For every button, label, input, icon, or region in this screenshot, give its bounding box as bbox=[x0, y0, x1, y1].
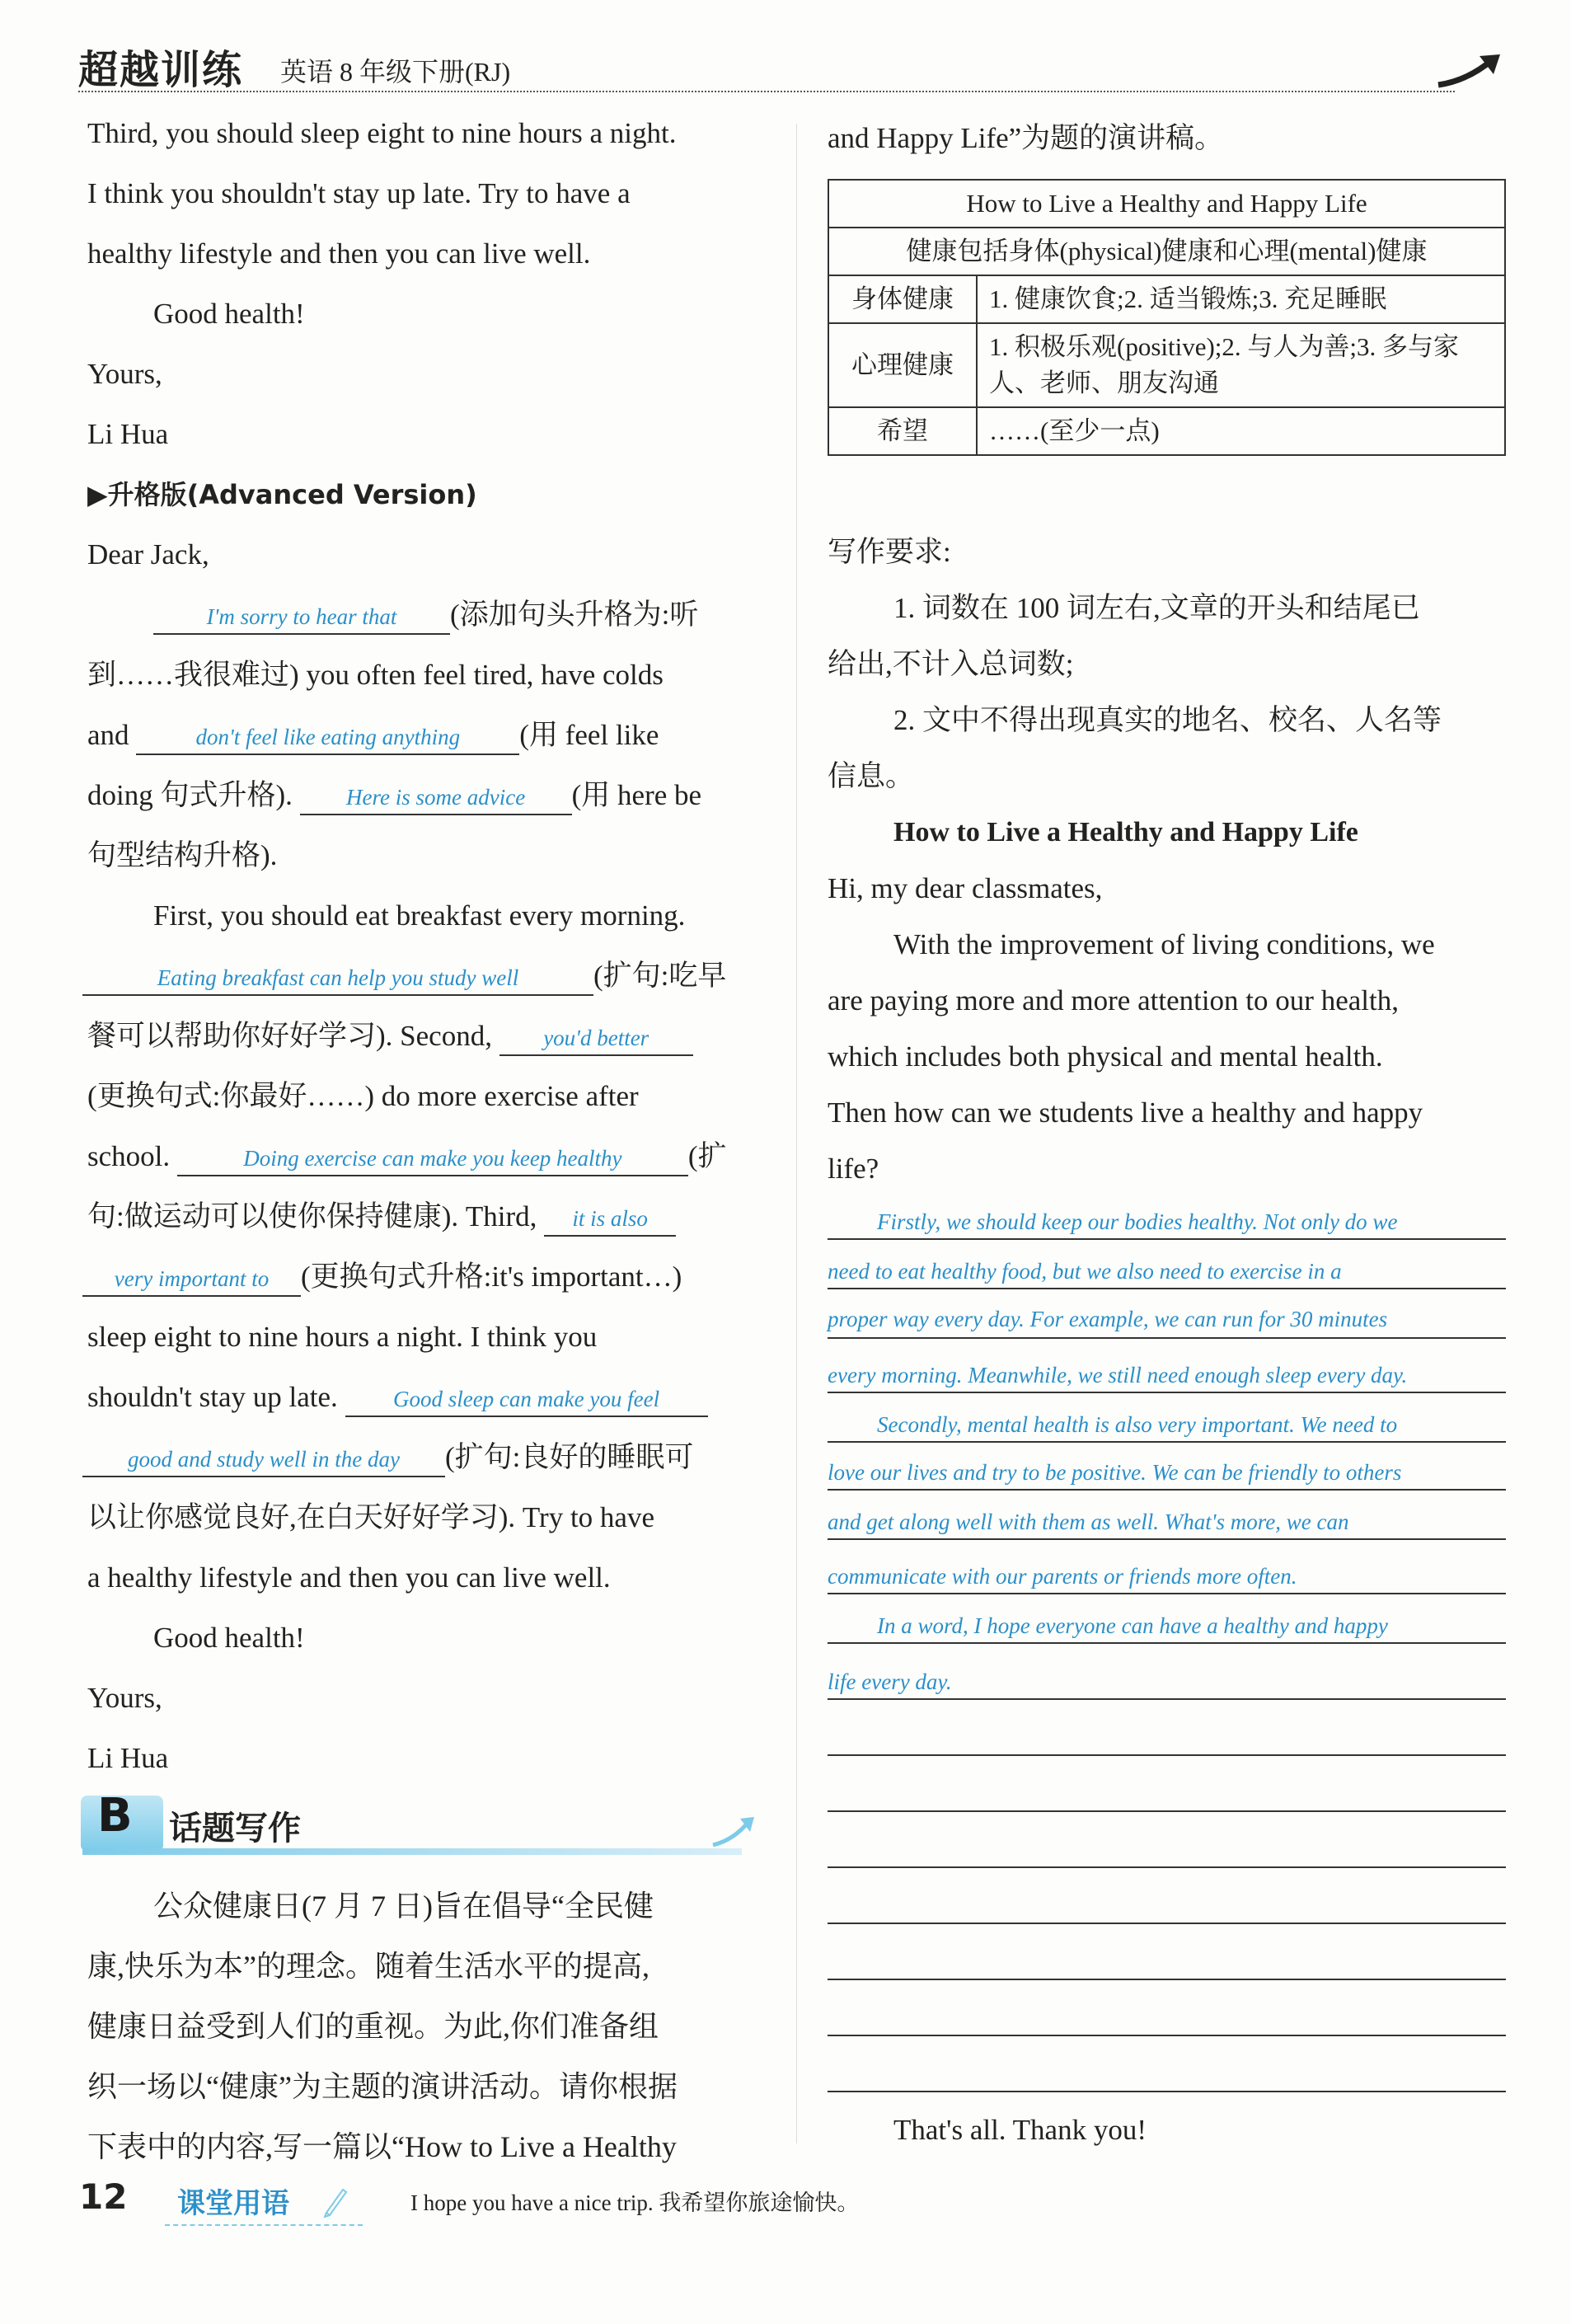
text: doing 句式升格). bbox=[87, 779, 293, 811]
intro-line: 健康日益受到人们的重视。为此,你们准备组 bbox=[87, 2010, 659, 2043]
info-table bbox=[828, 179, 1506, 456]
text-line: 以让你感觉良好,在白天好好学习). Try to have bbox=[87, 1501, 655, 1533]
writing-line[interactable] bbox=[828, 1754, 1506, 1756]
row-label: 希望 bbox=[828, 407, 977, 455]
answer-fill[interactable]: it is also bbox=[544, 1202, 676, 1237]
intro-line: 织一场以“健康”为主题的演讲活动。请你根据 bbox=[87, 2070, 678, 2103]
text-line: First, you should eat breakfast every morning. bbox=[153, 899, 686, 932]
requirement-line: 2. 文中不得出现真实的地名、校名、人名等 bbox=[893, 704, 1442, 736]
closing-line: Li Hua bbox=[87, 1742, 169, 1774]
answer-fill[interactable]: Good sleep can make you feel bbox=[345, 1383, 708, 1417]
arrow-icon bbox=[709, 1814, 758, 1851]
table-title: How to Live a Healthy and Happy Life bbox=[828, 180, 1505, 228]
requirement-line: 信息。 bbox=[828, 760, 915, 792]
writing-line[interactable] bbox=[828, 1866, 1506, 1868]
pencil-icon bbox=[321, 2185, 349, 2218]
requirements-title: 写作要求: bbox=[828, 536, 951, 568]
answer-line: In a word, I hope everyone can have a healthy and happy bbox=[877, 1613, 1388, 1638]
row-label: 心理健康 bbox=[828, 323, 977, 407]
arrow-icon bbox=[1434, 48, 1508, 97]
answer-line: love our lives and try to be positive. We can be friendly to others bbox=[828, 1460, 1402, 1485]
closing-line: Yours, bbox=[87, 1682, 162, 1714]
letter-line: I think you shouldn't stay up late. Try to have a bbox=[87, 177, 631, 209]
hint-text: (更换句式升格:it's important…) bbox=[301, 1261, 682, 1293]
text: 句:做运动可以使你保持健康). Third, bbox=[87, 1200, 537, 1232]
intro-line: and Happy Life”为题的演讲稿。 bbox=[828, 122, 1224, 154]
letter-line: Li Hua bbox=[87, 418, 169, 450]
footer-tip: I hope you have a nice trip. 我希望你旅途愉快。 bbox=[410, 2190, 860, 2215]
essay-line: are paying more and more attention to our health, bbox=[828, 984, 1399, 1016]
table-row bbox=[828, 275, 1505, 323]
section-title: 话题写作 bbox=[169, 1810, 301, 1847]
letter-line: Good health! bbox=[153, 298, 305, 330]
writing-line[interactable] bbox=[828, 1392, 1506, 1393]
writing-line[interactable] bbox=[828, 2091, 1506, 2092]
writing-line[interactable] bbox=[828, 1288, 1506, 1289]
table-row bbox=[828, 407, 1505, 455]
intro-line: 下表中的内容,写一篇以“How to Live a Healthy bbox=[87, 2130, 677, 2163]
writing-line[interactable] bbox=[828, 1810, 1506, 1812]
row-content: 1. 积极乐观(positive);2. 与人为善;3. 多与家人、老师、朋友沟通 bbox=[977, 323, 1505, 407]
answer-line: Firstly, we should keep our bodies healthy. Not only do we bbox=[877, 1209, 1398, 1234]
text: school. bbox=[87, 1140, 171, 1172]
essay-title: How to Live a Healthy and Happy Life bbox=[893, 817, 1358, 847]
answer-fill[interactable]: I'm sorry to hear that bbox=[153, 600, 450, 635]
hint-text: (扩句:良好的睡眠可 bbox=[445, 1441, 694, 1473]
writing-line[interactable] bbox=[828, 1923, 1506, 1924]
essay-ending: That's all. Thank you! bbox=[893, 2114, 1147, 2146]
letter-line: Third, you should sleep eight to nine hours a night. bbox=[87, 117, 677, 149]
writing-line[interactable] bbox=[828, 1593, 1506, 1594]
section-letter: B bbox=[97, 1789, 133, 1843]
header-divider bbox=[78, 91, 1455, 92]
text-line: sleep eight to nine hours a night. I think you bbox=[87, 1321, 598, 1353]
text: 餐可以帮助你好好学习). Second, bbox=[87, 1020, 492, 1052]
intro-line: 康,快乐为本”的理念。随着生活水平的提高, bbox=[87, 1950, 650, 1983]
salutation: Dear Jack, bbox=[87, 538, 209, 570]
essay-line: Then how can we students live a healthy and happy bbox=[828, 1096, 1423, 1129]
hint-text: (扩 bbox=[687, 1140, 727, 1172]
answer-line: Secondly, mental health is also very important. We need to bbox=[877, 1412, 1398, 1437]
text: shouldn't stay up late. bbox=[87, 1381, 338, 1413]
answer-fill[interactable]: very important to bbox=[82, 1262, 301, 1297]
hint-text: (用 here be bbox=[571, 779, 702, 811]
answer-line: communicate with our parents or friends more often. bbox=[828, 1564, 1297, 1589]
answer-fill[interactable]: Doing exercise can make you keep healthy bbox=[177, 1142, 688, 1176]
text: and bbox=[87, 719, 129, 751]
writing-line[interactable] bbox=[828, 1337, 1506, 1339]
letter-line: Yours, bbox=[87, 358, 162, 390]
writing-line[interactable] bbox=[828, 1979, 1506, 1980]
answer-line: proper way every day. For example, we can run for 30 minutes bbox=[828, 1307, 1388, 1331]
essay-line: life? bbox=[828, 1153, 879, 1185]
writing-line[interactable] bbox=[828, 1642, 1506, 1644]
text-line: a healthy lifestyle and then you can live well. bbox=[87, 1561, 611, 1594]
footer-divider bbox=[165, 2224, 363, 2226]
writing-line[interactable] bbox=[828, 2035, 1506, 2036]
book-title: 超越训练 bbox=[78, 47, 244, 93]
answer-fill[interactable]: Here is some advice bbox=[300, 781, 572, 815]
answer-fill[interactable]: you'd better bbox=[499, 1021, 693, 1056]
writing-line[interactable] bbox=[828, 1698, 1506, 1700]
writing-line[interactable] bbox=[828, 1441, 1506, 1443]
essay-greeting: Hi, my dear classmates, bbox=[828, 872, 1103, 904]
text-line: 到……我很难过) you often feel tired, have colds bbox=[87, 659, 664, 691]
answer-line: need to eat healthy food, but we also need to exercise in a bbox=[828, 1259, 1342, 1284]
requirement-line: 1. 词数在 100 词左右,文章的开头和结尾已 bbox=[893, 592, 1420, 624]
hint-text: (扩句:吃早 bbox=[593, 960, 727, 992]
answer-line: and get along well with them as well. What's more, we can bbox=[828, 1509, 1349, 1534]
table-subtitle: 健康包括身体(physical)健康和心理(mental)健康 bbox=[828, 228, 1505, 275]
book-subtitle: 英语 8 年级下册(RJ) bbox=[280, 57, 511, 87]
answer-line: life every day. bbox=[828, 1669, 952, 1694]
essay-line: which includes both physical and mental health. bbox=[828, 1040, 1383, 1073]
closing-line: Good health! bbox=[153, 1622, 305, 1654]
column-divider bbox=[796, 124, 797, 2143]
text-line: 句型结构升格). bbox=[87, 839, 278, 871]
text-line: (更换句式:你最好……) do more exercise after bbox=[87, 1080, 639, 1112]
hint-text: (添加句头升格为:听 bbox=[450, 599, 699, 631]
row-content: ……(至少一点) bbox=[977, 407, 1505, 455]
writing-line[interactable] bbox=[828, 1538, 1506, 1540]
essay-line: With the improvement of living conditions, we bbox=[893, 928, 1435, 960]
table-row bbox=[828, 323, 1505, 407]
writing-line[interactable] bbox=[828, 1238, 1506, 1240]
row-label: 身体健康 bbox=[828, 275, 977, 323]
footer-label: 课堂用语 bbox=[177, 2187, 289, 2220]
answer-line: every morning. Meanwhile, we still need enough sleep every day. bbox=[828, 1363, 1408, 1387]
section-underline bbox=[82, 1848, 742, 1855]
intro-line: 公众健康日(7 月 7 日)旨在倡导“全民健 bbox=[153, 1890, 654, 1923]
answer-fill[interactable]: Eating breakfast can help you study well bbox=[82, 961, 593, 996]
letter-line: healthy lifestyle and then you can live well. bbox=[87, 237, 591, 270]
row-content: 1. 健康饮食;2. 适当锻炼;3. 充足睡眠 bbox=[977, 275, 1505, 323]
advanced-version-label: ▶升格版(Advanced Version) bbox=[87, 479, 477, 510]
hint-text: (用 feel like bbox=[519, 719, 659, 751]
page-number: 12 bbox=[79, 2176, 128, 2217]
writing-line[interactable] bbox=[828, 1489, 1506, 1491]
requirement-line: 给出,不计入总词数; bbox=[828, 648, 1074, 680]
answer-fill[interactable]: good and study well in the day bbox=[82, 1443, 445, 1477]
answer-fill[interactable]: don't feel like eating anything bbox=[136, 721, 519, 755]
